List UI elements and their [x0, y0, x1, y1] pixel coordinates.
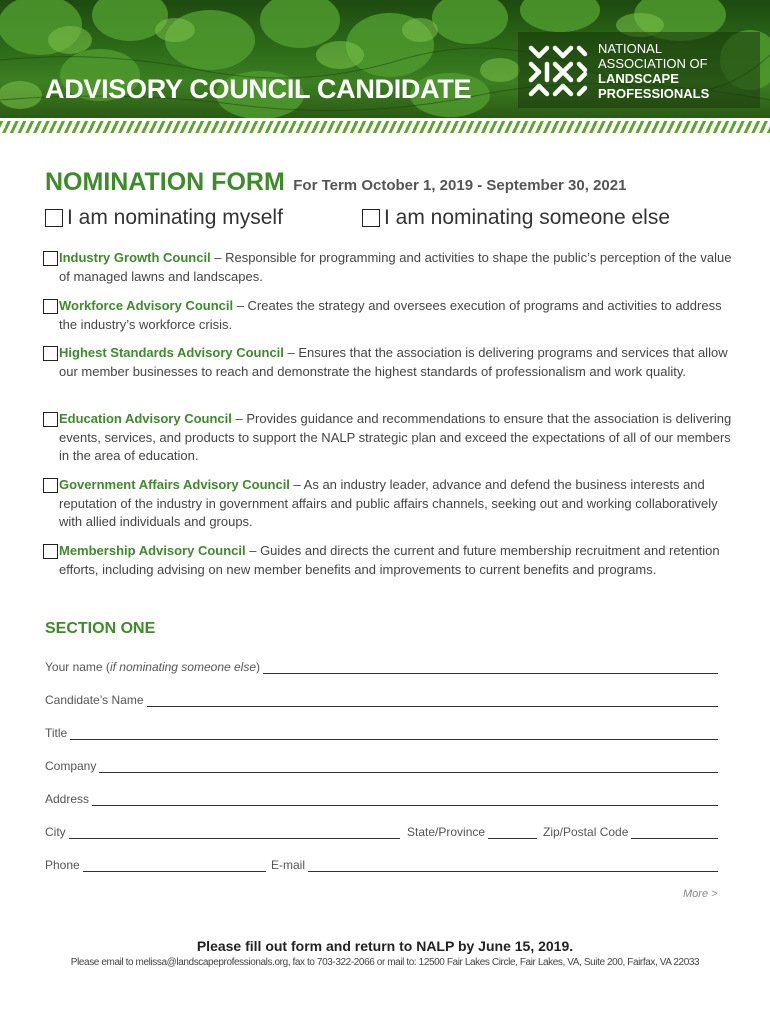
- banner-title: ADVISORY COUNCIL CANDIDATE: [45, 74, 472, 104]
- email-field[interactable]: [271, 854, 718, 872]
- council-desc: – Responsible for programming and activities to shape the public’s perception of the value of managed lawns and landscapes.: [59, 250, 732, 284]
- email-line[interactable]: [308, 859, 718, 872]
- choice-self[interactable]: [45, 206, 283, 230]
- your-name-label: Your name (if nominating someone else): [45, 660, 261, 674]
- council-name: Industry Growth Council: [59, 250, 211, 265]
- council-option-workforce[interactable]: [43, 297, 733, 334]
- council-name: Government Affairs Advisory Council: [59, 477, 290, 492]
- council-option-industry-growth[interactable]: [43, 249, 733, 286]
- logo-text: [598, 41, 709, 101]
- term-dates: For Term October 1, 2019 - September 30, 2021: [293, 177, 627, 194]
- choice-other-label: I am nominating someone else: [384, 206, 670, 229]
- state-label: State/Province: [407, 825, 486, 839]
- nomination-form-heading: NOMINATION FORM: [45, 168, 285, 196]
- city-field[interactable]: [45, 821, 400, 839]
- phone-line[interactable]: [83, 859, 266, 872]
- phone-label: Phone: [45, 858, 80, 872]
- candidate-name-line[interactable]: [147, 694, 718, 707]
- title-line[interactable]: [70, 727, 718, 740]
- checkbox-government-affairs[interactable]: [43, 478, 58, 493]
- checkbox-workforce[interactable]: [43, 299, 58, 314]
- logo-line: NATIONAL: [598, 41, 663, 56]
- zip-field[interactable]: [543, 821, 718, 839]
- candidate-name-field[interactable]: [45, 689, 718, 707]
- council-option-government-affairs[interactable]: [43, 476, 733, 532]
- company-field[interactable]: [45, 755, 718, 773]
- zip-label: Zip/Postal Code: [543, 825, 629, 839]
- contact-info: Please email to melissa@landscapeprofessionals.org, fax to 703-322-2066 or mail to: 12500 Fair Lakes Circle, Fair Lakes, VA, Suite 200, Fairfax, VA 22033: [70, 957, 700, 968]
- address-field[interactable]: [45, 788, 718, 806]
- council-desc: – As an industry leader, advance and defend the business interests and reputation of the industry in government affairs and public affairs channels, seeking out and working collaboratively with allied individuals and groups.: [59, 477, 718, 529]
- your-name-line[interactable]: [263, 661, 718, 674]
- council-option-membership[interactable]: [43, 542, 733, 579]
- candidate-name-label: Candidate’s Name: [45, 693, 144, 707]
- checkbox-other[interactable]: [362, 209, 380, 227]
- decorative-stripe: [0, 121, 770, 133]
- choice-other[interactable]: [362, 206, 670, 230]
- council-desc: – Guides and directs the current and future membership recruitment and retention efforts, including advising on new member benefits and improvements to current benefits and programs.: [59, 543, 720, 577]
- council-name: Workforce Advisory Council: [59, 298, 234, 313]
- council-name: Membership Advisory Council: [59, 543, 246, 558]
- phone-field[interactable]: [45, 854, 266, 872]
- council-name: Highest Standards Advisory Council: [59, 345, 284, 360]
- council-option-highest-standards[interactable]: [43, 344, 733, 381]
- title-field[interactable]: [45, 722, 718, 740]
- checkbox-education[interactable]: [43, 412, 58, 427]
- address-label: Address: [45, 792, 90, 806]
- checkbox-highest-standards[interactable]: [43, 346, 58, 361]
- return-instruction: Please fill out form and return to NALP by June 15, 2019.: [196, 938, 574, 954]
- checkbox-self[interactable]: [45, 209, 63, 227]
- address-line[interactable]: [92, 793, 718, 806]
- council-option-education[interactable]: [43, 410, 733, 466]
- checkbox-industry-growth[interactable]: [43, 251, 58, 266]
- state-line[interactable]: [488, 826, 537, 839]
- nalp-logo-icon: [527, 42, 589, 100]
- city-line[interactable]: [69, 826, 400, 839]
- your-name-field[interactable]: [45, 656, 718, 674]
- title-label: Title: [45, 726, 68, 740]
- logo-line: PROFESSIONALS: [598, 86, 710, 101]
- form-title: [45, 168, 626, 197]
- council-name: Education Advisory Council: [59, 411, 232, 426]
- city-label: City: [45, 825, 66, 839]
- council-desc: – Provides guidance and recommendations to ensure that the association is delivering events, services, and products to support the NALP strategic plan and exceed the expectations of all of our members in the area of education.: [59, 411, 732, 463]
- zip-line[interactable]: [631, 826, 718, 839]
- section-one-heading: SECTION ONE: [45, 620, 156, 637]
- logo-line: LANDSCAPE: [598, 71, 679, 86]
- more-link[interactable]: More >: [683, 888, 718, 900]
- council-desc: – Ensures that the association is delivering programs and services that allow our member businesses to reach and demonstrate the highest standards of professionalism and work quality.: [59, 345, 728, 379]
- logo-line: ASSOCIATION OF: [598, 56, 708, 71]
- email-label: E-mail: [271, 858, 306, 872]
- choice-self-label: I am nominating myself: [67, 206, 283, 229]
- state-field[interactable]: [407, 821, 537, 839]
- checkbox-membership[interactable]: [43, 544, 58, 559]
- company-label: Company: [45, 759, 97, 773]
- company-line[interactable]: [99, 760, 718, 773]
- council-desc: – Creates the strategy and oversees execution of programs and activities to address the industry’s workforce crisis.: [59, 298, 722, 332]
- header-banner: [0, 0, 770, 118]
